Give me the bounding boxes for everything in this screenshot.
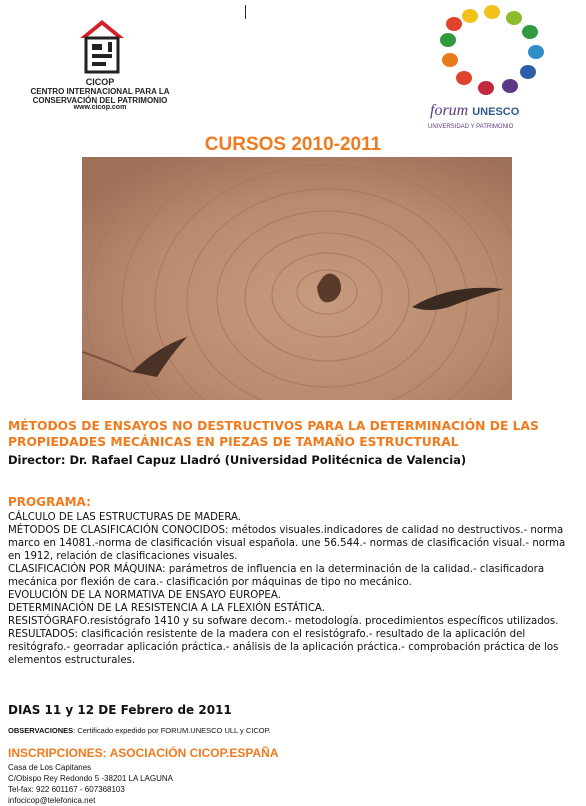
program-list: [8, 511, 578, 667]
forum-unesco-word: UNESCO: [472, 106, 520, 118]
program-item: RESULTADOS: clasificación resistente de la madera con el resistógrafo.- resultado de la aplicación del resitógrafo.- georradar aplicación práctica.- análisis de la aplicación práctica.- comprobación práctica de los elementos estructurales.: [8, 629, 559, 666]
program-heading: PROGRAMA:: [8, 495, 91, 509]
enrollment-heading: INSCRIPCIONES: ASOCIACIÓN CICOP.ESPAÑA: [8, 746, 279, 760]
text-cursor-mark: [245, 5, 246, 19]
program-item: EVOLUCIÓN DE LA NORMATIVA DE ENSAYO EUROPEA.: [8, 590, 281, 601]
forum-subtitle: UNIVERSIDAD Y PATRIMONIO: [428, 124, 514, 130]
hands-circle-icon: [420, 2, 570, 102]
cicop-logo: [30, 12, 200, 117]
cicop-house-icon: [30, 12, 170, 78]
observations-label: OBSERVACIONES: [8, 726, 74, 735]
course-title: MÉTODOS DE ENSAYOS NO DESTRUCTIVOS PARA LA DETERMINACIÓN DE LAS PROPIEDADES MECÁNICAS EN PIEZAS DE TAMAÑO ESTRUCTURAL: [8, 419, 539, 449]
forum-unesco-logo: [420, 2, 570, 132]
program-item: CLASIFICACIÓN POR MÁQUINA: parámetros de influencia en la determinación de la calidad.- clasificadora mecánica por flexión de cara.- clasificación por máquinas de tipo no mecánico.: [8, 564, 545, 588]
wood-cross-section-photo: [82, 157, 512, 400]
course-year-heading: CURSOS 2010-2011: [204, 134, 382, 155]
contact-email[interactable]: infocicop@telefonica.net: [8, 796, 96, 805]
program-item: DETERMINACIÓN DE LA RESISTENCIA A LA FLEXIÓN ESTÁTICA.: [8, 603, 325, 614]
contact-address: C/Obispo Rey Redondo 5 -38201 LA LAGUNA: [8, 774, 173, 783]
contact-line: Casa de Los Capitanes: [8, 763, 92, 772]
program-item: CÁLCULO DE LAS ESTRUCTURAS DE MADERA.: [8, 512, 242, 523]
cicop-website: www.cicop.com: [73, 104, 127, 111]
cicop-full-name: CENTRO INTERNACIONAL PARA LA CONSERVACIÓN DEL PATRIMONIO: [30, 87, 170, 105]
observations: [8, 726, 271, 735]
program-item: MÉTODOS DE CLASIFICACIÓN CONOCIDOS: métodos visuales.indicadores de calidad no destructivos.- norma marco en 14081.-norma de clasificación visual española. une 56.544.- normas de clasificación visual.- norma en 1912, relación de clasificaciones visuales.: [8, 525, 566, 562]
course-director: Director: Dr. Rafael Capuz Lladró (Universidad Politécnica de Valencia): [8, 453, 467, 467]
cicop-acronym: CICOP: [85, 77, 115, 87]
contact-phone: Tel-fax: 922 601167 - 607368103: [8, 785, 125, 794]
program-item: RESISTÓGRAFO.resistógrafo 1410 y su sofware decom.- metodología. procedimientos específicos utilizados.: [8, 616, 559, 627]
forum-brand: forum: [430, 102, 469, 119]
course-dates: DIAS 11 y 12 DE Febrero de 2011: [8, 703, 232, 717]
contact-info: [8, 762, 173, 806]
observations-text: : Certificado expedido por FORUM.UNESCO ULL y CICOP.: [73, 726, 271, 735]
